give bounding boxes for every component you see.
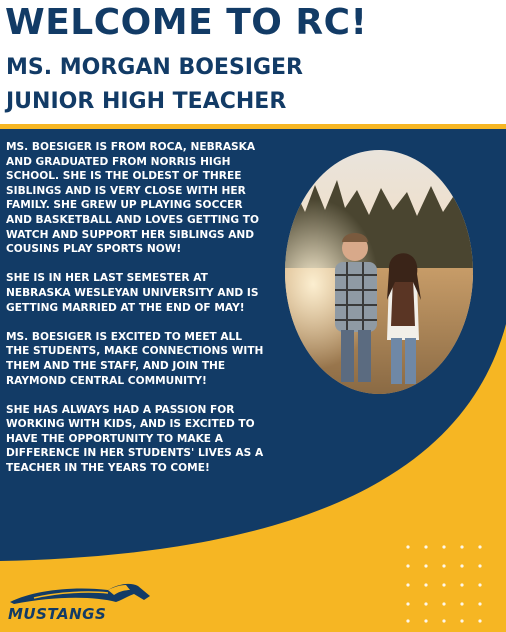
teacher-role: JUNIOR HIGH TEACHER xyxy=(6,89,287,114)
logo-text: MUSTANGS xyxy=(8,605,107,623)
decorative-dots xyxy=(406,545,498,623)
bio-paragraph: MS. BOESIGER IS FROM ROCA, NEBRASKA AND GRADUATED FROM NORRIS HIGH SCHOOL. SHE IS THE OLDEST OF THREE SIBLINGS AND IS VERY CLOSE WITH HER FAMILY. SHE GREW UP PLAYING SOCCER AND BASKETBALL AND LOVES GETTING TO WATCH AND SUPPORT HER SIBLINGS AND COUSINS PLAY SPORTS NOW! xyxy=(6,141,260,256)
couple-photo xyxy=(285,150,473,394)
teacher-name: MS. MORGAN BOESIGER xyxy=(6,55,303,80)
bio-text xyxy=(6,140,268,490)
bio-paragraph: MS. BOESIGER IS EXCITED TO MEET ALL THE STUDENTS, MAKE CONNECTIONS WITH THEM AND THE STAFF, AND JOIN THE RAYMOND CENTRAL COMMUNITY! xyxy=(6,330,264,387)
page-title: WELCOME TO RC! xyxy=(5,2,368,43)
bio-paragraph: SHE HAS ALWAYS HAD A PASSION FOR WORKING WITH KIDS, AND IS EXCITED TO HAVE THE OPPORTUNITY TO MAKE A DIFFERENCE IN HER STUDENTS' LIVES AS A TEACHER IN THE YEARS TO COME! xyxy=(6,403,264,475)
header xyxy=(0,0,506,127)
bio-paragraph: SHE IS IN HER LAST SEMESTER AT NEBRASKA WESLEYAN UNIVERSITY AND IS GETTING MARRIED AT THE END OF MAY! xyxy=(6,272,259,314)
